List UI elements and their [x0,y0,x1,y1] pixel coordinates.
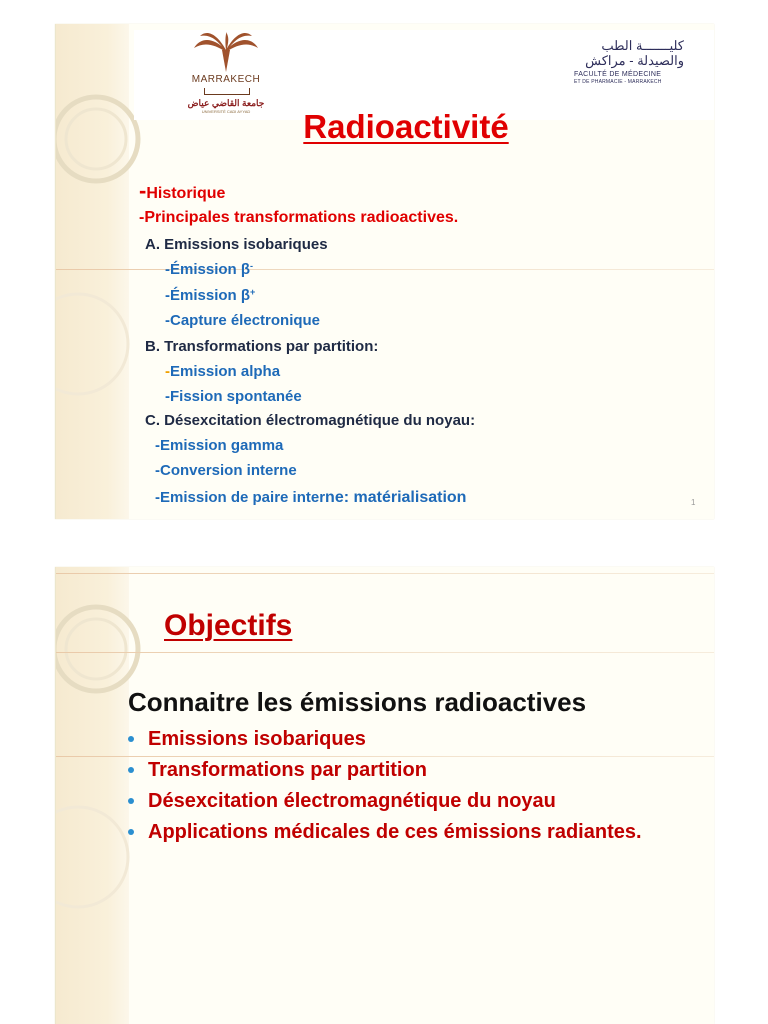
logo-university-latin: UNIVERSITÉ CADI AYYAD [201,109,251,114]
item-emission-gamma: -Emission gamma [155,437,284,454]
faculty-french-line2: ET DE PHARMACIE - MARRAKECH [574,79,662,85]
objectives-list [126,727,686,851]
logo-divider [204,88,250,95]
item-historique: -Historique [139,178,226,203]
beta-plus-sup: + [250,287,256,297]
list-item-text: Emissions isobariques [148,728,366,750]
item-historique-text: Historique [146,185,226,202]
bullet-dot-icon [128,736,134,742]
bullet-dot-icon [128,829,134,835]
section-c: C. Désexcitation électromagnétique du noyau: [145,412,476,429]
faculty-logo [574,38,714,114]
item-emission-beta-plus [165,287,255,304]
item-principales: -Principales transformations radioactives. [139,209,459,226]
orange-dash: - [165,363,170,380]
list-item [126,727,686,752]
section-a: A. Emissions isobariques [145,236,328,253]
decorative-line [56,652,714,653]
faculty-arabic-line1: كليـــــــة الطب [601,38,684,53]
item-emission-alpha [165,363,280,380]
logo-city-name: MARRAKECH [191,74,261,85]
decorative-line [56,269,714,270]
item-emission-beta-minus-text: -Émission β [165,261,251,278]
slide-title: Objectifs [164,609,293,642]
slide-subtitle: Connaitre les émissions radioactives [128,687,587,717]
paire-interne-part1: -Emission de paire inter [155,489,326,506]
logo-university-arabic: جامعة القاضي عياض [187,98,265,108]
list-item-text: Transformations par partition [148,759,427,781]
list-item [126,789,686,814]
section-b: B. Transformations par partition: [145,338,379,355]
beta-minus-sup: - [250,261,254,271]
item-fission-spontanee: -Fission spontanée [165,388,302,405]
slide-title: Radioactivité [303,108,509,145]
list-item-text: Désexcitation électromagnétique du noyau [148,790,556,812]
page-number: 1 [691,498,696,507]
palm-tree-icon [192,32,260,74]
bullet-dot-icon [128,798,134,804]
item-capture-electronique: -Capture électronique [165,312,321,329]
faculty-arabic-line2: والصيدلة - مراكش [585,53,684,68]
slide-radioactivite [55,24,714,519]
item-emission-beta-plus-text: -Émission β [165,287,251,304]
paire-interne-part2: ne: [325,489,354,506]
bullet-dot-icon [128,767,134,773]
item-emission-alpha-text: Emission alpha [170,363,281,380]
list-item [126,758,686,783]
item-conversion-interne: -Conversion interne [155,462,297,479]
item-paire-interne [155,489,466,507]
decorative-line [56,573,714,574]
paire-interne-part3: matérialisation [353,489,467,506]
university-logo [186,32,266,120]
faculty-french-line1: FACULTÉ DE MÉDECINE [574,71,662,78]
slide-objectifs [55,567,714,1024]
list-item [126,820,686,845]
item-emission-beta-minus [165,261,253,278]
list-item-text: Applications médicales de ces émissions radiantes. [148,821,642,843]
